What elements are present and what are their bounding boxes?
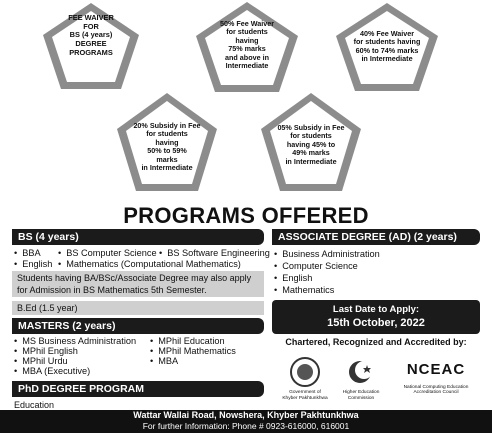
kp-government-logo: Government of Khyber Pakhtunkhwa [282, 356, 328, 401]
masters-item: • MBA [150, 356, 178, 366]
page-title: PROGRAMS OFFERED [123, 203, 369, 228]
nceac-logo: NCEAC National Computing Education Accreditation Council [392, 356, 480, 395]
deadline-date: 15th October, 2022 [327, 317, 425, 329]
bs-note: Students having BA/BSc/Associate Degree may also apply for Admission in BS Mathematics 5th Semester. [12, 271, 264, 297]
crescent-icon [345, 356, 377, 388]
pentagon-text: 20% Subsidy in Fee for students having 50% to 59% marks in Intermediate [133, 121, 201, 173]
bs-heading: BS (4 years) [12, 229, 264, 245]
footer-address: Wattar Wallai Road, Nowshera, Khyber Pakhtunkhwa [133, 410, 359, 420]
pentagon-text: FEE WAIVER FOR BS (4 years) DEGREE PROGRAMS [68, 13, 114, 57]
masters-item: • MPhil English [14, 346, 78, 356]
bs-item: • English [14, 259, 52, 269]
hec-logo: Higher Education Commission [338, 356, 384, 401]
pentagon-text: 40% Fee Waiver for students having 60% to 74% marks in Intermediate [353, 29, 421, 64]
phd-item: Education [14, 400, 55, 410]
pentagon-text: 05% Subsidy in Fee for students having 45% to 49% marks in Intermediate [277, 123, 345, 166]
phd-heading: PhD DEGREE PROGRAM [12, 381, 264, 397]
masters-item: • MPhil Education [150, 336, 225, 346]
accredited-heading: Chartered, Recognized and Accredited by: [285, 337, 467, 347]
associate-item: • Business Administration [274, 249, 380, 259]
nceac-wordmark: NCEAC [406, 361, 466, 378]
associate-item: • Mathematics [274, 285, 334, 295]
pentagon-text: 50% Fee Waiver for students having 75% marks and above in Intermediate [219, 19, 275, 71]
associate-item: • English [274, 273, 312, 283]
masters-item: • MPhil Urdu [14, 356, 68, 366]
bs-item: • BBA [14, 248, 41, 258]
masters-item: • MBA (Executive) [14, 366, 90, 376]
associate-heading: ASSOCIATE DEGREE (AD) (2 years) [272, 229, 480, 245]
deadline-label: Last Date to Apply: [332, 304, 420, 315]
masters-heading: MASTERS (2 years) [12, 318, 264, 334]
deadline-box [272, 300, 480, 334]
bs-item: • BS Software Engineering [159, 248, 270, 258]
bed-program: B.Ed (1.5 year) [12, 301, 264, 315]
bs-item: • Mathematics (Computational Mathematics) [58, 259, 241, 269]
masters-item: • MS Business Administration [14, 336, 136, 346]
bs-item: • BS Computer Science [58, 248, 157, 258]
seal-icon [289, 356, 321, 388]
footer [0, 410, 492, 433]
footer-info: For further Information: Phone # 0923-616000, 616001 [142, 421, 350, 431]
masters-item: • MPhil Mathematics [150, 346, 236, 356]
associate-item: • Computer Science [274, 261, 358, 271]
